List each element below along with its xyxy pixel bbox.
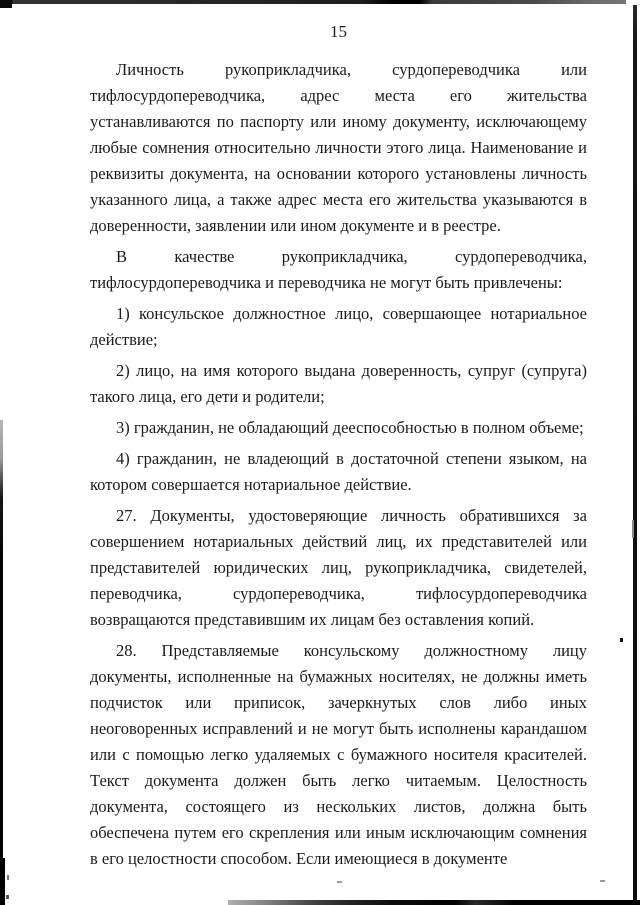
scan-speck [620,638,623,642]
scan-edge-left [0,420,3,905]
paragraph-identity-establishment: Личность рукоприкладчика, сурдопереводчика или тифлосурдопереводчика, адрес места его жительства устанавливаются по паспорту или иному документу, исключающему любые сомнения относительно личности этого лица. Наименование и реквизиты документа, на основании которого установлены личность указанного лица, а также адрес места его жительства указываются в доверенности, заявлении или ином документе и в реестре. [90,60,587,235]
paragraph-who-cannot-be-involved: В качестве рукоприкладчика, сурдопереводчика, тифлосурдопереводчика и переводчика не могут быть привлечены: [90,247,587,292]
list-item-1: 1) консульское должностное лицо, совершающее нотариальное действие; [90,304,587,349]
list-item-2: 2) лицо, на имя которого выдана доверенность, супруг (супруга) такого лица, его дети и родители; [90,361,587,406]
scan-edge-bottom [228,900,640,905]
scan-speck [337,881,342,883]
list-item-3: 3) гражданин, не обладающий дееспособностью в полном объеме; [116,418,584,437]
list-item-4: 4) гражданин, не владеющий в достаточной степени языком, на котором совершается нотариальное действие. [90,449,587,494]
document-body [90,57,587,872]
scan-speck [7,875,9,880]
paragraph-clause-28: 28. Представляемые консульскому должностному лицу документы, исполненные на бумажных носителях, не должны иметь подчисток или приписок, зачеркнутых слов либо иных неоговоренных исправлений и не могут быть исполнены карандашом или с помощью легко удаляемых с бумажного носителя красителей. Текст документа должен быть легко читаемым. Целостность документа, состоящего из нескольких листов, должна быть обеспечена путем его скрепления или иным исключающим сомнения в его целостности способом. Если имеющиеся в документе [90,641,587,868]
scan-edge-right [633,5,637,905]
scan-edge-left-stub [0,858,5,905]
paragraph-clause-27: 27. Документы, удостоверяющие личность обратившихся за совершением нотариальных действий лиц, их представителей или представителей юридических лиц, рукоприкладчика, свидетелей, переводчика, сурдопереводчика, тифлосурдопереводчика возвращаются представившим их лицам без оставления копий. [90,506,587,629]
scan-speck [600,880,605,882]
scan-corner-blot [0,0,12,8]
scan-speck [632,520,634,538]
scan-speck [6,895,9,899]
scan-edge-top [0,0,626,4]
page-number: 15 [330,22,347,41]
